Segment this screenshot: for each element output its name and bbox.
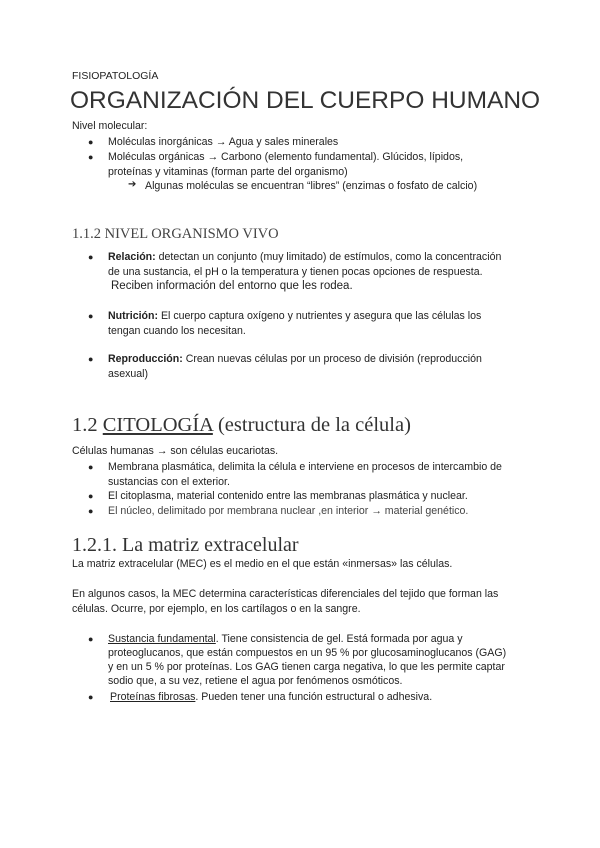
heading-keyword: CITOLOGÍA bbox=[102, 414, 213, 436]
term-text: El cuerpo captura oxígeno y nutrientes y asegura que las células los bbox=[160, 310, 482, 322]
term-text: . Pueden tener una función estructural o adhesiva. bbox=[195, 691, 433, 703]
page-title: ORGANIZACIÓN DEL CUERPO HUMANO bbox=[70, 87, 541, 114]
list-item-sustancia bbox=[108, 632, 463, 647]
bullet-icon: ● bbox=[88, 462, 94, 472]
matriz-paragraph-2-continuation: células. Ocurre, por ejemplo, en los cartílagos o en la sangre. bbox=[72, 603, 361, 615]
bullet-icon: ● bbox=[88, 354, 94, 364]
list-item-proteinas bbox=[110, 690, 432, 705]
bullet-icon: ● bbox=[88, 152, 94, 162]
arrow-bullet-icon: ➔ bbox=[128, 179, 137, 190]
term-label: Reproducción: bbox=[108, 353, 183, 365]
bullet-icon: ● bbox=[88, 491, 94, 501]
matriz-paragraph-1: La matriz extracelular (MEC) es el medio en el que están «inmersas» las células. bbox=[72, 558, 453, 570]
term-label: Nutrición: bbox=[108, 310, 159, 322]
bullet-icon: ● bbox=[88, 506, 94, 516]
sub-list-item: Algunas moléculas se encuentran “libres” (enzimas o fosfato de calcio) bbox=[145, 180, 478, 192]
list-item-continuation: y en un 5 % por proteínas. Los GAG tienen carga negativa, lo que les permite captar bbox=[108, 661, 505, 673]
term-label: Proteínas fibrosas bbox=[110, 691, 196, 703]
list-item-continuation: proteínas y vitaminas (forman parte del organismo) bbox=[108, 166, 348, 178]
term-label: Relación: bbox=[108, 251, 156, 263]
heading-rest: (estructura de la célula) bbox=[217, 414, 411, 436]
list-item: Membrana plasmática, delimita la célula e interviene en procesos de intercambio de bbox=[108, 461, 502, 473]
section-heading-citologia bbox=[72, 412, 411, 438]
section-heading-matriz: 1.2.1. La matriz extracelular bbox=[72, 534, 299, 556]
bullet-icon: ● bbox=[88, 252, 94, 262]
list-item: Moléculas inorgánicas → Agua y sales minerales bbox=[108, 136, 339, 148]
term-text: Crean nuevas células por un proceso de división (reproducción bbox=[185, 353, 482, 365]
subject-label: FISIOPATOLOGÍA bbox=[72, 70, 159, 82]
bullet-icon: ● bbox=[88, 692, 94, 702]
term-label: Sustancia fundamental bbox=[108, 633, 216, 645]
term-text: detectan un conjunto (muy limitado) de estímulos, como la concentración bbox=[158, 251, 502, 263]
citologia-intro: Células humanas → son células eucariotas. bbox=[72, 445, 279, 457]
heading-number: 1.2 bbox=[72, 414, 98, 436]
list-item: El citoplasma, material contenido entre las membranas plasmática y nuclear. bbox=[108, 490, 468, 502]
bullet-icon: ● bbox=[88, 311, 94, 321]
list-item: El núcleo, delimitado por membrana nuclear ,en interior → material genético. bbox=[108, 505, 469, 517]
matriz-paragraph-2: En algunos casos, la MEC determina características diferenciales del tejido que forman las bbox=[72, 588, 499, 600]
list-item-continuation: de una sustancia, el pH o la temperatura y tienen pocas opciones de respuesta. bbox=[108, 266, 483, 278]
list-item-continuation: proteoglucanos, que están compuestos en un 95 % por glucosaminoglucanos (GAG) bbox=[108, 647, 507, 659]
term-text: . Tiene consistencia de gel. Está formada por agua y bbox=[215, 633, 463, 645]
list-item-continuation: sodio que, a su vez, retiene el agua por fenómenos osmóticos. bbox=[108, 675, 403, 687]
section-heading-organism: 1.1.2 NIVEL ORGANISMO VIVO bbox=[72, 226, 279, 242]
list-item-nutricion bbox=[108, 309, 481, 324]
list-item: Moléculas orgánicas → Carbono (elemento fundamental). Glúcidos, lípidos, bbox=[108, 151, 464, 163]
list-item-reproduccion bbox=[108, 352, 482, 367]
list-item-continuation: tengan cuando los necesitan. bbox=[108, 325, 246, 337]
molecular-intro: Nivel molecular: bbox=[72, 120, 148, 132]
list-item-relacion bbox=[108, 250, 501, 265]
bullet-icon: ● bbox=[88, 137, 94, 147]
list-item-continuation: sustancias con el exterior. bbox=[108, 476, 230, 488]
bullet-icon: ● bbox=[88, 634, 94, 644]
list-item-continuation: asexual) bbox=[108, 368, 149, 380]
list-item-continuation: Reciben información del entorno que les rodea. bbox=[111, 280, 353, 292]
